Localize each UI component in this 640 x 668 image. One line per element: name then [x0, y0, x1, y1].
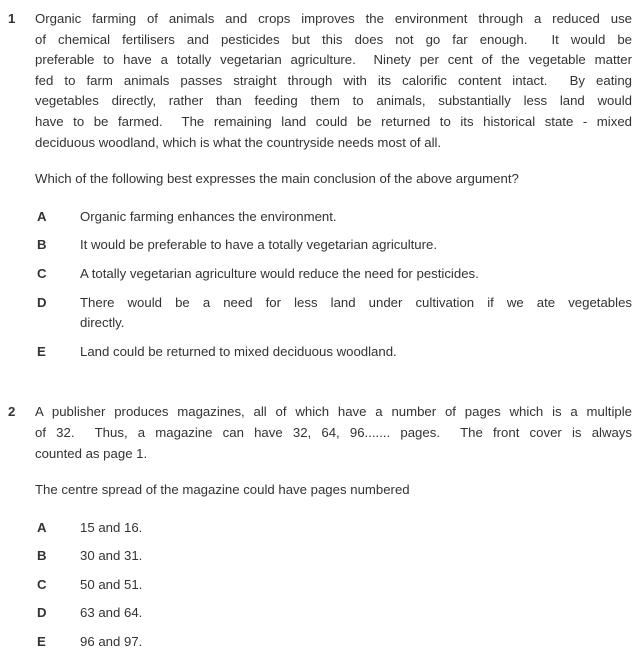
question-passage [35, 9, 632, 153]
option-text-line: Organic farming enhances the environment. [80, 208, 337, 224]
question-prompt: The centre spread of the magazine could have pages numbered [35, 482, 410, 498]
passage-line: fed to farm animals passes straight through with its calorific content intact. By eating [35, 72, 632, 88]
question-passage [35, 402, 632, 464]
option-letter: C [37, 576, 47, 592]
options-list [35, 518, 632, 653]
option-letter: E [37, 634, 46, 650]
option-text-line: 50 and 51. [80, 576, 143, 592]
option-text-line: 63 and 64. [80, 605, 143, 621]
option-e [35, 342, 632, 363]
option-text [80, 603, 632, 624]
option-text-line: directly. [80, 315, 125, 331]
passage-line: deciduous woodland, which is what the countryside needs most of all. [35, 134, 442, 150]
option-letter: C [37, 265, 47, 281]
option-a [35, 518, 632, 539]
option-letter: E [37, 343, 46, 359]
option-text-line: There would be a need for less land under cultivation if we ate vegetables [80, 294, 632, 310]
option-letter: B [37, 237, 47, 253]
option-letter: D [37, 605, 47, 621]
question-number: 2 [8, 404, 16, 420]
option-letter: B [37, 548, 47, 564]
option-text [80, 575, 632, 596]
option-b [35, 235, 632, 256]
question-1 [8, 9, 632, 362]
option-c [35, 575, 632, 596]
question-2 [8, 402, 632, 652]
question-prompt: Which of the following best expresses the main conclusion of the above argument? [35, 171, 519, 187]
question-number: 1 [8, 11, 16, 26]
passage-line: preferable to have a totally vegetarian agriculture. Ninety per cent of the vegetable matter [35, 52, 632, 68]
option-text-line: Land could be returned to mixed deciduous woodland. [80, 343, 397, 359]
option-text-line: A totally vegetarian agriculture would reduce the need for pesticides. [80, 265, 479, 281]
option-text [80, 235, 632, 256]
option-d [35, 603, 632, 624]
options-list [35, 207, 632, 363]
option-text [80, 518, 632, 539]
passage-line: of 32. Thus, a magazine can have 32, 64, 96....... pages. The front cover is always [35, 424, 632, 440]
passage-line: vegetables directly, rather than feeding them to animals, substantially less land would [35, 93, 632, 109]
passage-line: Organic farming of animals and crops improves the environment through a reduced use [35, 11, 632, 26]
option-text [80, 342, 632, 363]
passage-line: A publisher produces magazines, all of which have a number of pages which is a multiple [35, 404, 632, 420]
question-body [35, 402, 632, 652]
option-d [35, 293, 632, 334]
option-text [80, 207, 632, 228]
option-letter: A [37, 519, 47, 535]
option-text-line: 96 and 97. [80, 634, 143, 650]
passage-line: counted as page 1. [35, 445, 148, 461]
passage-line: of chemical fertilisers and pesticides but this does not go far enough. It would be [35, 31, 632, 47]
option-b [35, 546, 632, 567]
option-c [35, 264, 632, 285]
option-text-line: 15 and 16. [80, 519, 143, 535]
option-text [80, 546, 632, 567]
option-e [35, 632, 632, 653]
question-body [35, 9, 632, 362]
passage-line: have to be farmed. The remaining land could be returned to its historical state - mixed [35, 113, 632, 129]
option-text-line: 30 and 31. [80, 548, 143, 564]
option-text-line: It would be preferable to have a totally vegetarian agriculture. [80, 237, 438, 253]
option-text [80, 293, 632, 334]
option-letter: A [37, 208, 47, 224]
option-text [80, 264, 632, 285]
option-a [35, 207, 632, 228]
option-letter: D [37, 294, 47, 310]
option-text [80, 632, 632, 653]
